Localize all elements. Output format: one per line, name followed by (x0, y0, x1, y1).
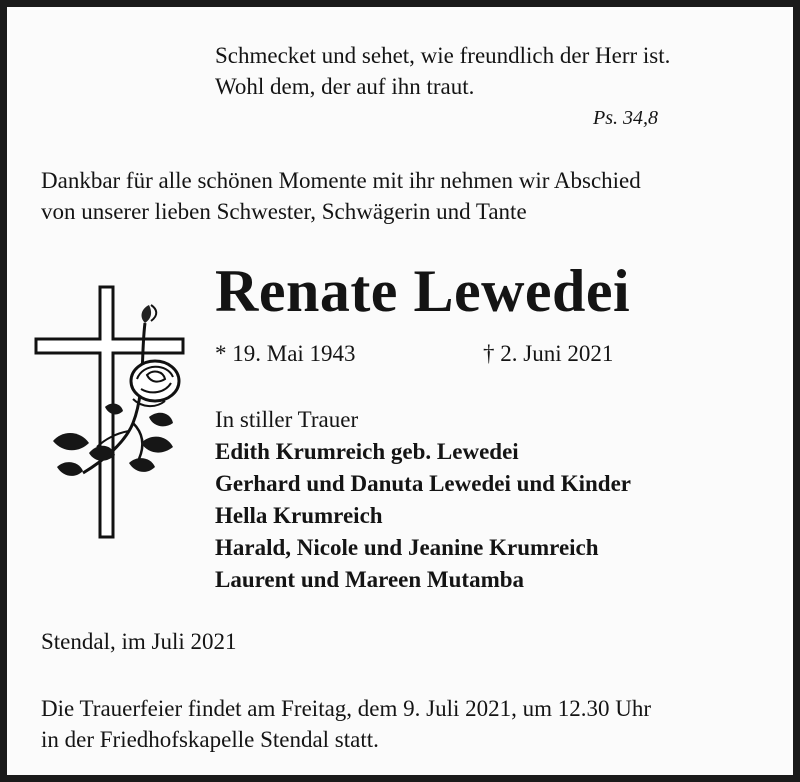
scripture-reference: Ps. 34,8 (593, 107, 658, 129)
funeral-info-line: Die Trauerfeier findet am Freitag, dem 9. Juli 2021, um 12.30 Uhr (41, 696, 652, 721)
scripture-line: Schmecket und sehet, wie freundlich der Herr ist. (215, 43, 671, 68)
funeral-info-line: in der Friedhofskapelle Stendal statt. (41, 727, 379, 752)
cross-with-rose-icon (33, 283, 193, 543)
death-date: † 2. Juni 2021 (483, 341, 614, 366)
deceased-name: Renate Lewedei (215, 258, 631, 324)
mourner-name: Laurent und Mareen Mutamba (215, 567, 525, 592)
mourner-name: Hella Krumreich (215, 503, 383, 528)
mourner-name: Harald, Nicole und Jeanine Krumreich (215, 535, 599, 560)
mourner-name: Gerhard und Danuta Lewedei und Kinder (215, 471, 631, 496)
mourners-intro: In stiller Trauer (215, 407, 359, 432)
birth-date: * 19. Mai 1943 (215, 341, 356, 366)
mourner-name: Edith Krumreich geb. Lewedei (215, 439, 519, 464)
intro-line: von unserer lieben Schwester, Schwägerin und Tante (41, 199, 527, 224)
place-date: Stendal, im Juli 2021 (41, 629, 237, 654)
intro-line: Dankbar für alle schönen Momente mit ihr nehmen wir Abschied (41, 168, 641, 193)
scripture-line: Wohl dem, der auf ihn traut. (215, 74, 475, 99)
